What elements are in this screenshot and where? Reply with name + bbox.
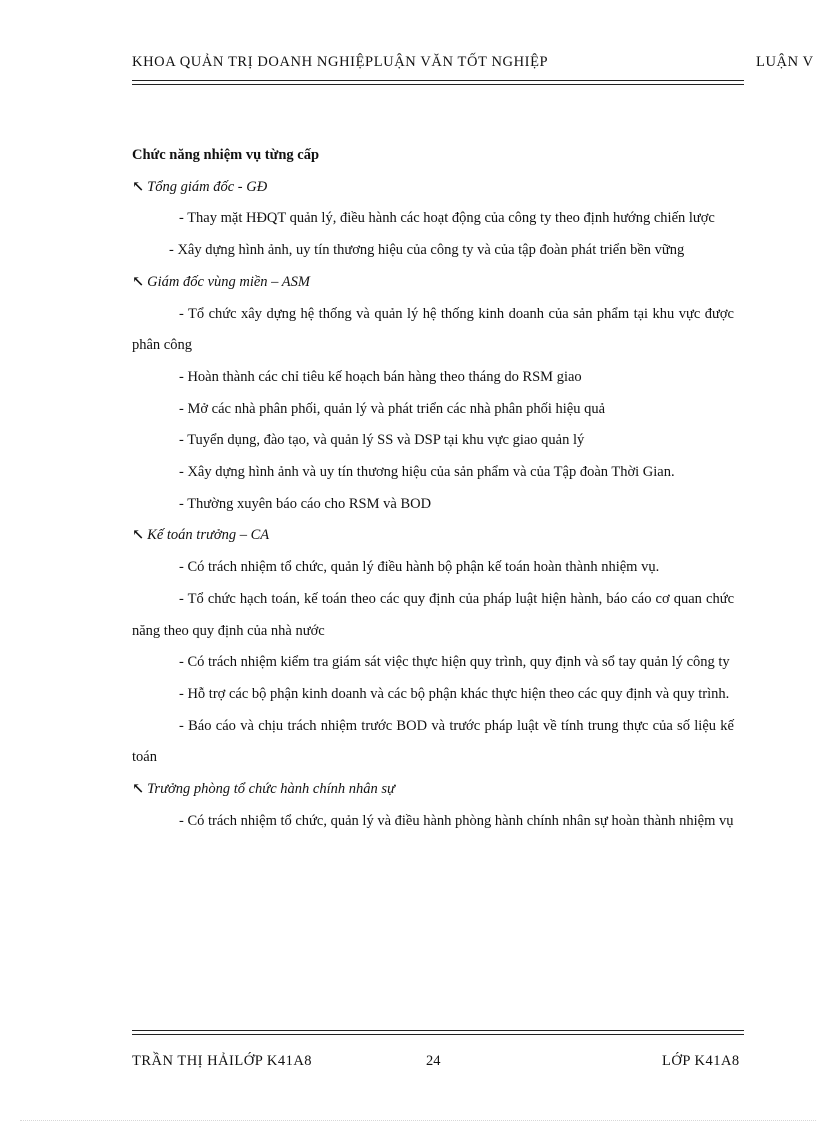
arrow-up-left-icon: ↖ bbox=[132, 781, 145, 798]
arrow-up-left-icon: ↖ bbox=[132, 273, 145, 290]
paragraph: - Xây dựng hình ảnh, uy tín thương hiệu của công ty và của tập đoàn phát triển bền vững bbox=[169, 242, 685, 259]
role-name: Kế toán trưởng – CA bbox=[147, 527, 270, 544]
page-edge-divider bbox=[20, 1120, 816, 1121]
footer-divider bbox=[132, 1030, 744, 1035]
header-right-text: LUẬN V bbox=[756, 54, 814, 70]
role-name: Trưởng phòng tổ chức hành chính nhân sự bbox=[147, 781, 395, 798]
paragraph: - Tổ chức hạch toán, kế toán theo các quy định của pháp luật hiện hành, báo cáo cơ quan chức năng theo quy định của nhà nước bbox=[132, 590, 734, 639]
document-body bbox=[132, 140, 734, 837]
page-number: 24 bbox=[426, 1053, 441, 1069]
arrow-up-left-icon: ↖ bbox=[132, 527, 145, 544]
paragraph: - Có trách nhiệm tổ chức, quản lý và điều hành phòng hành chính nhân sự hoàn thành nhiệm vụ bbox=[179, 812, 734, 829]
paragraph: - Thường xuyên báo cáo cho RSM và BOD bbox=[179, 495, 432, 512]
paragraph: - Hỗ trợ các bộ phận kinh doanh và các bộ phận khác thực hiện theo các quy định và quy trình. bbox=[179, 685, 730, 702]
role-heading-ca bbox=[132, 520, 734, 552]
role-heading-ceo bbox=[132, 172, 734, 204]
paragraph: - Báo cáo và chịu trách nhiệm trước BOD và trước pháp luật về tính trung thực của số liệu kế toán bbox=[132, 717, 734, 766]
paragraph: - Tổ chức xây dựng hệ thống và quản lý hệ thống kinh doanh của sản phẩm tại khu vực được phân công bbox=[132, 305, 734, 354]
paragraph: - Xây dựng hình ảnh và uy tín thương hiệu của sản phẩm và của Tập đoàn Thời Gian. bbox=[179, 464, 675, 481]
footer-author: TRẦN THỊ HẢILỚP K41A8 bbox=[132, 1053, 313, 1069]
paragraph: - Thay mặt HĐQT quản lý, điều hành các hoạt động của công ty theo định hướng chiến lược bbox=[179, 210, 715, 227]
role-heading-asm bbox=[132, 267, 734, 299]
paragraph: - Có trách nhiệm tổ chức, quản lý điều hành bộ phận kế toán hoàn thành nhiệm vụ. bbox=[179, 559, 660, 576]
role-heading-hr bbox=[132, 774, 734, 806]
role-name: Tổng giám đốc - GĐ bbox=[147, 178, 268, 195]
header-divider bbox=[132, 80, 744, 85]
role-name: Giám đốc vùng miền – ASM bbox=[147, 273, 310, 290]
paragraph: - Có trách nhiệm kiểm tra giám sát việc thực hiện quy trình, quy định và sổ tay quản lý công ty bbox=[179, 654, 730, 671]
footer-class: LỚP K41A8 bbox=[662, 1053, 740, 1069]
paragraph: - Hoàn thành các chỉ tiêu kế hoạch bán hàng theo tháng do RSM giao bbox=[179, 368, 582, 385]
header-title: KHOA QUẢN TRỊ DOANH NGHIỆPLUẬN VĂN TỐT NGHIỆP bbox=[132, 54, 549, 70]
paragraph: - Mở các nhà phân phối, quản lý và phát triển các nhà phân phối hiệu quả bbox=[179, 400, 606, 417]
arrow-up-left-icon: ↖ bbox=[132, 178, 145, 195]
paragraph: - Tuyển dụng, đào tạo, và quản lý SS và DSP tại khu vực giao quản lý bbox=[179, 432, 585, 449]
section-title: Chức năng nhiệm vụ từng cấp bbox=[132, 147, 320, 163]
